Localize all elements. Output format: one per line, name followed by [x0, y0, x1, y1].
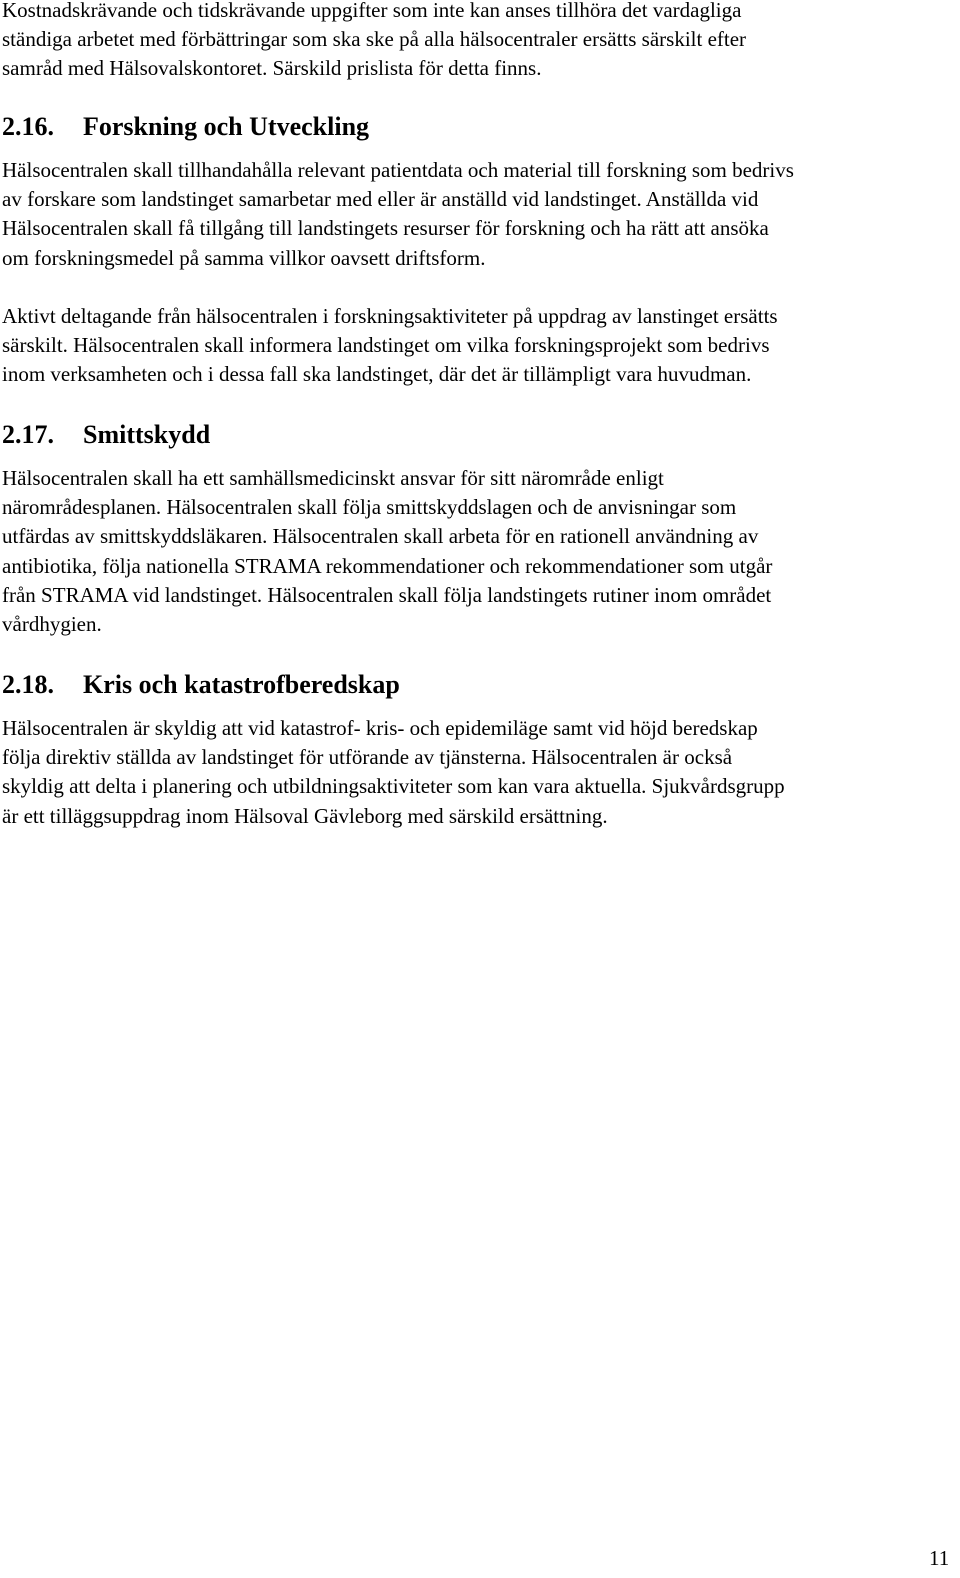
section-2-16-paragraph-1 — [2, 156, 794, 273]
section-title: Smittskydd — [83, 420, 211, 449]
text-line: följa direktiv ställda av landstinget för utförande av tjänsterna. Hälsocentralen är också — [2, 745, 733, 770]
section-heading-2-18 — [2, 669, 400, 701]
text-line: Hälsocentralen skall tillhandahålla relevant patientdata och material till forskning som bedrivs — [2, 158, 794, 182]
text-line: av forskare som landstinget samarbetar med eller är anställd vid landstinget. Anställda vid — [2, 187, 759, 212]
section-number: 2.18. — [2, 670, 54, 699]
text-line: från STRAMA vid landstinget. Hälsocentralen skall följa landstingets rutiner inom området — [2, 582, 772, 607]
text-line: ständiga arbetet med förbättringar som ska ske på alla hälsocentraler ersätts särskilt efter — [2, 27, 747, 52]
section-2-16-paragraph-2 — [2, 302, 778, 390]
text-line: Hälsocentralen skall få tillgång till landstingets resurser för forskning och ha rätt att ansöka — [2, 216, 769, 241]
text-line: närområdesplanen. Hälsocentralen skall följa smittskyddslagen och de anvisningar som — [2, 495, 737, 520]
section-heading-2-17 — [2, 419, 210, 451]
section-title: Kris och katastrofberedskap — [83, 670, 400, 699]
text-line: utfärdas av smittskyddsläkaren. Hälsocentralen skall arbeta för en rationell användning av — [2, 524, 759, 549]
text-line: antibiotika, följa nationella STRAMA rekommendationer och rekommendationer som utgår — [2, 553, 773, 578]
page-number: 11 — [929, 1546, 950, 1570]
text-line: Kostnadskrävande och tidskrävande uppgifter som inte kan anses tillhöra det vardagliga — [2, 0, 742, 22]
text-line: är ett tilläggsuppdrag inom Hälsoval Gävleborg med särskild ersättning. — [2, 803, 608, 828]
section-2-17-paragraph-1 — [2, 464, 772, 639]
text-line: samråd med Hälsovalskontoret. Särskild prislista för detta finns. — [2, 56, 542, 81]
text-line: skyldig att delta i planering och utbildningsaktiviteter som kan vara aktuella. Sjukvårdsgrupp — [2, 774, 785, 799]
text-line: Hälsocentralen är skyldig att vid katastrof- kris- och epidemiläge samt vid höjd beredskap — [2, 716, 758, 740]
section-number: 2.16. — [2, 112, 54, 141]
intro-paragraph — [2, 0, 746, 84]
text-line: om forskningsmedel på samma villkor oavsett driftsform. — [2, 245, 486, 270]
section-title: Forskning och Utveckling — [83, 112, 370, 141]
section-heading-2-16 — [2, 111, 369, 143]
section-number: 2.17. — [2, 420, 54, 449]
text-line: vårdhygien. — [2, 612, 102, 637]
section-2-18-paragraph-1 — [2, 714, 785, 831]
text-line: inom verksamheten och i dessa fall ska landstinget, där det är tillämpligt vara huvudman. — [2, 362, 752, 387]
text-line: Aktivt deltagande från hälsocentralen i forskningsaktiviteter på uppdrag av lanstinget ersätts — [2, 304, 778, 328]
text-line: särskilt. Hälsocentralen skall informera landstinget om vilka forskningsprojekt som bedrivs — [2, 333, 770, 358]
text-line: Hälsocentralen skall ha ett samhällsmedicinskt ansvar för sitt närområde enligt — [2, 466, 664, 490]
